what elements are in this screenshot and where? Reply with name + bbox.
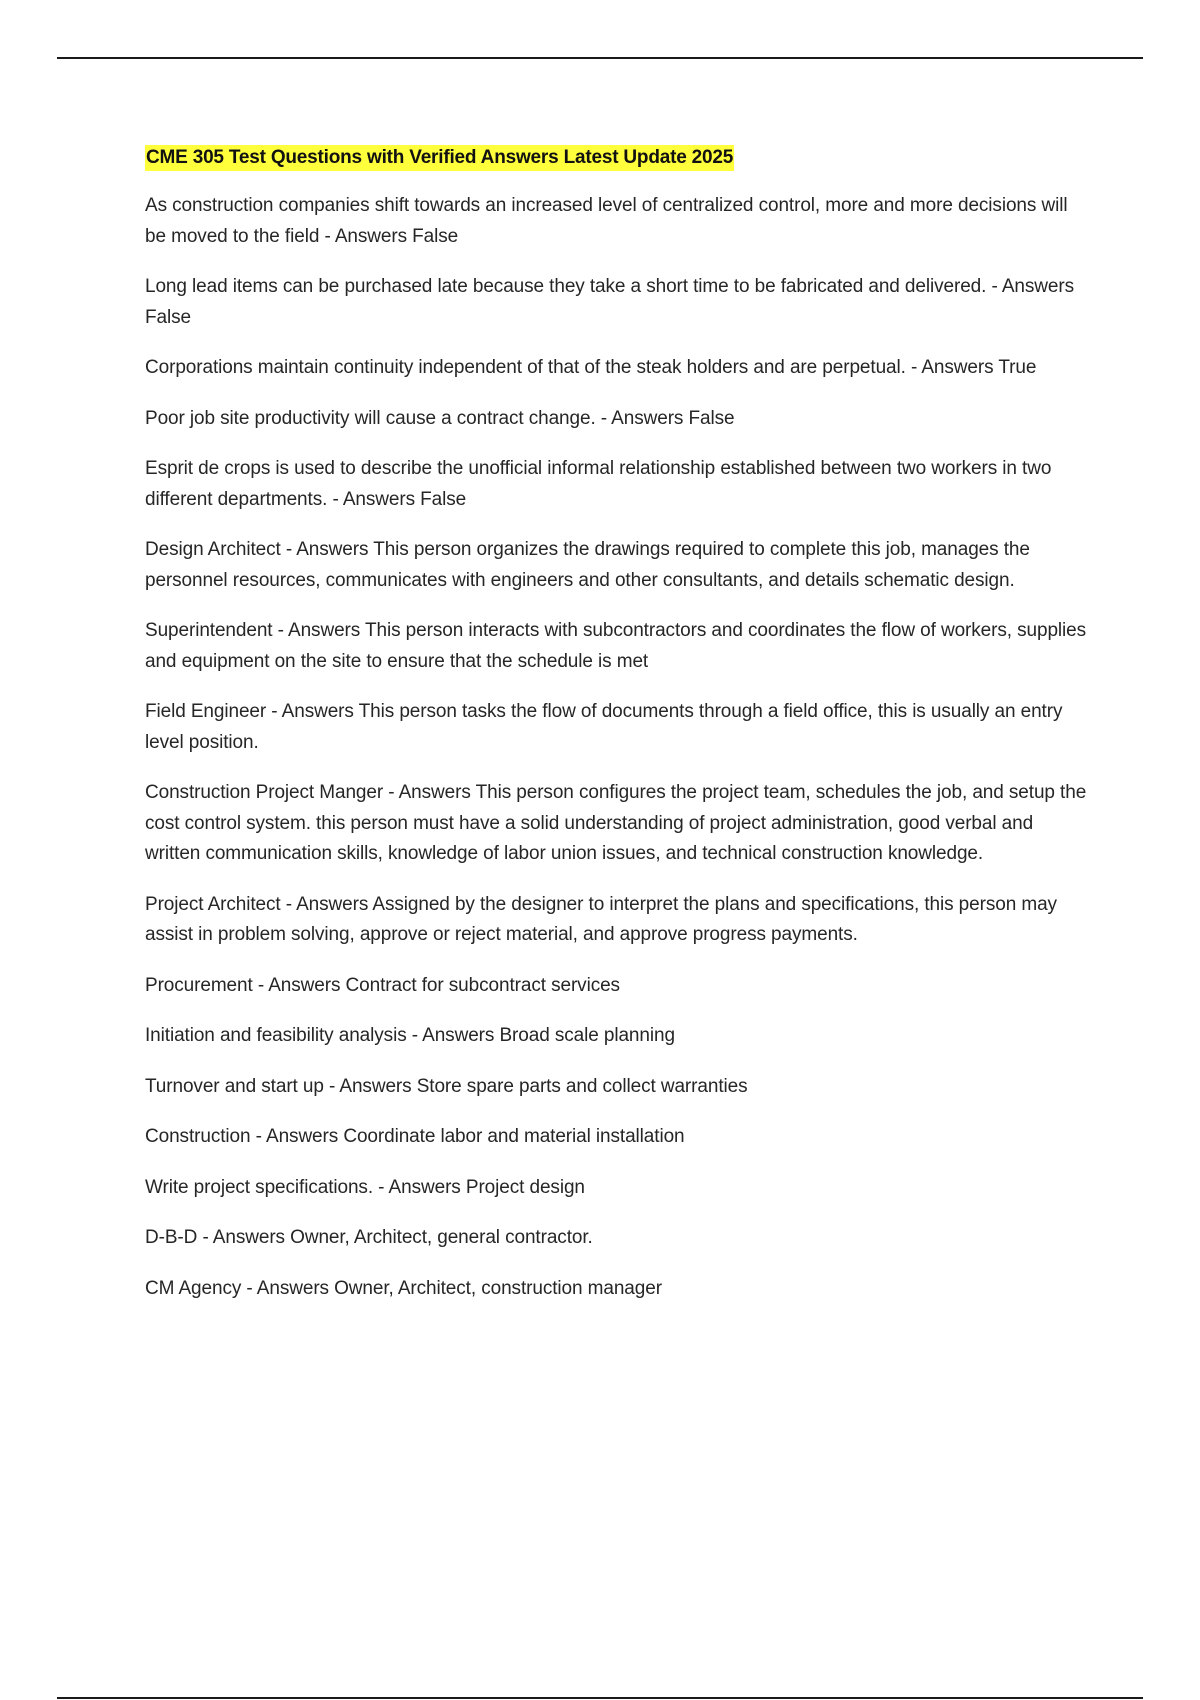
qa-entry: Corporations maintain continuity independent of that of the steak holders and are perpetual. - Answers True [145, 357, 1037, 378]
top-rule [57, 57, 1143, 59]
qa-entry: Field Engineer - Answers This person tasks the flow of documents through a field office, this is usually an entry level position. [145, 701, 1063, 753]
bottom-rule [57, 1697, 1143, 1699]
qa-entry: CM Agency - Answers Owner, Architect, construction manager [145, 1277, 662, 1299]
qa-entry: As construction companies shift towards an increased level of centralized control, more and more decisions will be moved to the field - Answers False [145, 195, 1068, 247]
qa-entry: Initiation and feasibility analysis - Answers Broad scale planning [145, 1025, 675, 1046]
qa-entry: Construction Project Manger - Answers This person configures the project team, schedules the job, and setup the cost control system. this person must have a solid understanding of project administration, good verbal and written communication skills, knowledge of labor union issues, and technical construction knowledge. [145, 782, 1087, 864]
qa-entry: Write project specifications. - Answers Project design [145, 1176, 585, 1198]
qa-entry: Project Architect - Answers Assigned by the designer to interpret the plans and specifications, this person may assist in problem solving, approve or reject material, and approve progress payments. [145, 893, 1057, 945]
qa-entry: Design Architect - Answers This person organizes the drawings required to complete this job, manages the personnel resources, communicates with engineers and other consultants, and details schematic design. [145, 539, 1030, 591]
qa-entry: Construction - Answers Coordinate labor and material installation [145, 1126, 685, 1147]
qa-entry: Superintendent - Answers This person interacts with subcontractors and coordinates the flow of workers, supplies and equipment on the site to ensure that the schedule is met [145, 620, 1087, 672]
qa-entry: Long lead items can be purchased late because they take a short time to be fabricated and delivered. - Answers False [145, 276, 1075, 328]
qa-entry: Poor job site productivity will cause a contract change. - Answers False [145, 407, 735, 429]
qa-entry: Esprit de crops is used to describe the unofficial informal relationship established between two workers in two different departments. - Answers False [145, 458, 1052, 510]
qa-entry: D-B-D - Answers Owner, Architect, general contractor. [145, 1227, 593, 1248]
document-body [145, 145, 1090, 1324]
qa-entry: Procurement - Answers Contract for subcontract services [145, 974, 620, 996]
qa-entry: Turnover and start up - Answers Store spare parts and collect warranties [145, 1075, 748, 1097]
document-title: CME 305 Test Questions with Verified Answers Latest Update 2025 [145, 145, 734, 171]
qa-list [145, 191, 1090, 1304]
